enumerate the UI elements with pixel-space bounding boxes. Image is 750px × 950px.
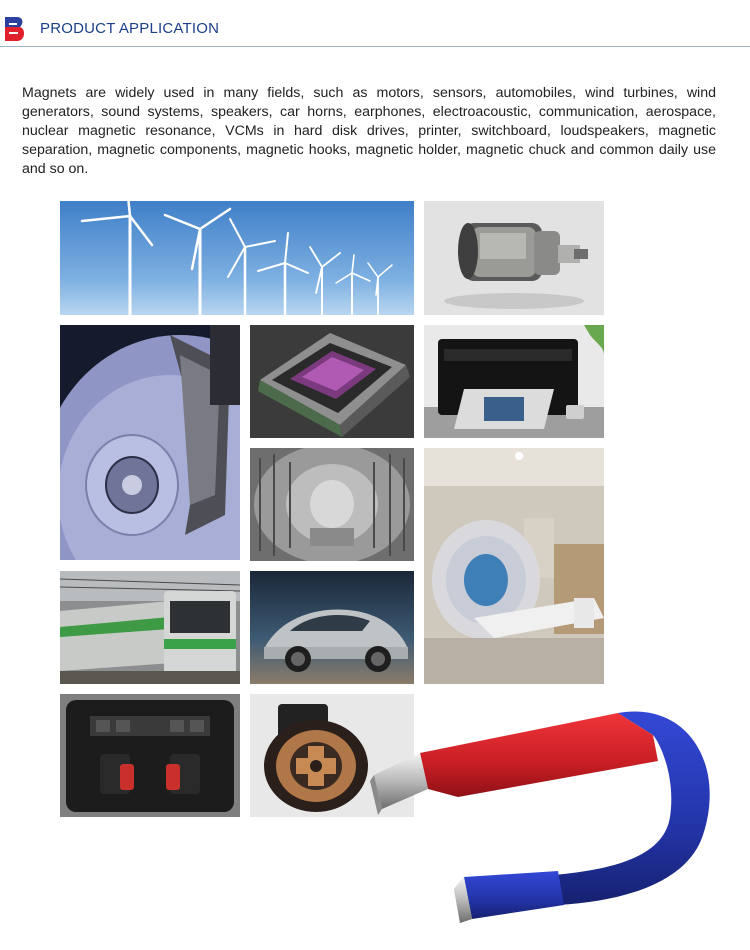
train-photo (60, 571, 240, 684)
image-sensor-photo (250, 325, 414, 438)
concept-car-photo (250, 571, 414, 684)
motor-photo (424, 201, 604, 315)
hard-disk-drive-photo (60, 325, 240, 560)
wind-turbines-photo (60, 201, 414, 315)
switchboard-panel-photo (60, 694, 240, 817)
header-divider (0, 46, 750, 47)
nuclear-reactor-interior-photo (250, 448, 414, 561)
brand-logo-icon (3, 16, 27, 42)
section-title: PRODUCT APPLICATION (40, 20, 220, 37)
printer-photo (424, 325, 604, 438)
page-header (0, 0, 750, 47)
mri-scanner-room-photo (424, 448, 604, 684)
intro-paragraph: Magnets are widely used in many fields, such as motors, sensors, automobiles, wind turbines, wind generators, sound systems, speakers, car horns, earphones, electroacoustic, communication, aerospace, nuclear magnetic resonance, VCMs in hard disk drives, printer, switchboard, loudspeakers, magnetic separation, magnetic components, magnetic hooks, magnetic holder, magnetic chuck and common daily use and so on. (22, 85, 716, 177)
horseshoe-magnet-illustration (368, 705, 720, 925)
